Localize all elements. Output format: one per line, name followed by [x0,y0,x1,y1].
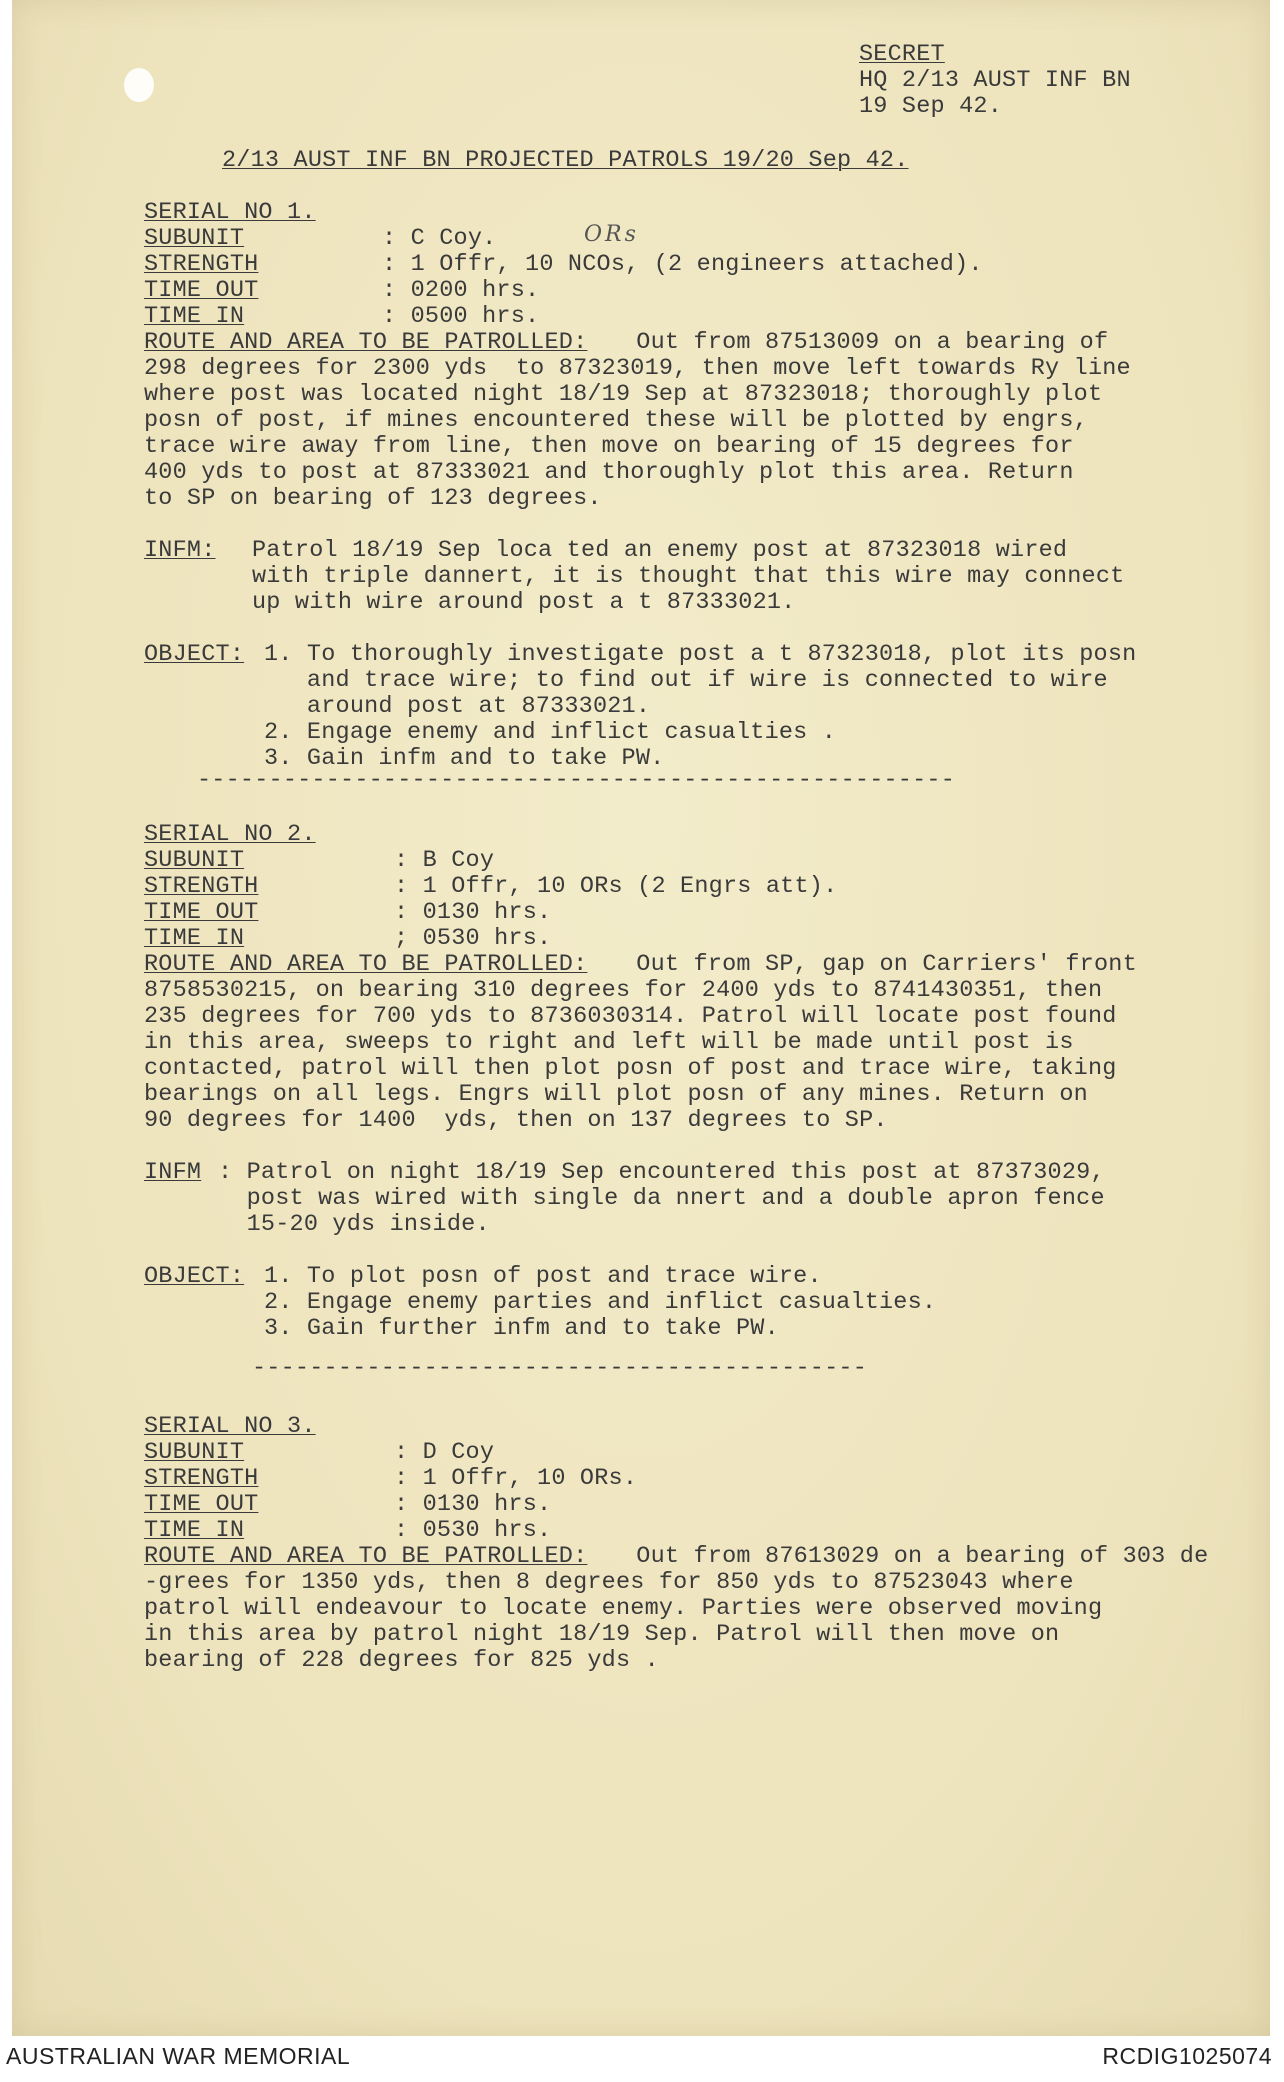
serial3-subunit-label: SUBUNIT [144,1439,245,1466]
serial2-route-line: 8758530215, on bearing 310 degrees for 2400 yds to 8741430351, then [144,977,1103,1004]
serial1-object-line: around post at 87333021. [264,693,651,720]
serial1-object-line: 3. Gain infm and to take PW. [264,745,665,772]
serial2-route-line: in this area, sweeps to right and left will be made until post is [144,1029,1074,1056]
serial3-route-line: -grees for 1350 yds, then 8 degrees for 850 yds to 87523043 where [144,1569,1074,1596]
serial1-infm-line: up with wire around post a t 87333021. [252,589,796,616]
serial3-route-line: patrol will endeavour to locate enemy. Parties were observed moving [144,1595,1103,1622]
serial1-infm-label: INFM: [144,537,216,564]
serial3-strength-label: STRENGTH [144,1465,259,1492]
serial2-subunit-label: SUBUNIT [144,847,245,874]
serial2-object-line: 1. To plot posn of post and trace wire. [264,1263,822,1290]
footer-record-id: RCDIG1025074 [1102,2043,1272,2069]
serial1-route-line: where post was located night 18/19 Sep at 87323018; thoroughly plot [144,381,1103,408]
serial1-object-line: 1. To thoroughly investigate post a t 87323018, plot its posn [264,641,1137,668]
serial2-timein-label: TIME IN [144,925,245,952]
serial3-timein-label: TIME IN [144,1517,245,1544]
serial1-route-line: 298 degrees for 2300 yds to 87323019, then move left towards Ry line [144,355,1131,382]
serial1-timeout-value: : 0200 hrs. [382,277,540,304]
serial2-infm-line: : Patrol on night 18/19 Sep encountered this post at 87373029, [218,1159,1105,1186]
serial3-route-line: in this area by patrol night 18/19 Sep. Patrol will then move on [144,1621,1060,1648]
serial1-route-line: Out from 87513009 on a bearing of [622,329,1109,356]
serial1-object-line: 2. Engage enemy and inflict casualties . [264,719,837,746]
serial2-object-label: OBJECT: [144,1263,245,1290]
document-title: 2/13 AUST INF BN PROJECTED PATROLS 19/20 Sep 42. [222,147,909,174]
serial2-route-line: bearings on all legs. Engrs will plot posn of any mines. Return on [144,1081,1088,1108]
serial1-subunit-label: SUBUNIT [144,225,245,252]
serial1-infm-line: Patrol 18/19 Sep loca ted an enemy post at 87323018 wired [252,537,1068,564]
serial2-strength-value: : 1 Offr, 10 ORs (2 Engrs att). [394,873,838,900]
handwritten-correction: ORs [584,222,639,247]
serial2-route-label: ROUTE AND AREA TO BE PATROLLED: [144,951,588,978]
serial1-route-label: ROUTE AND AREA TO BE PATROLLED: [144,329,588,356]
serial1-heading: SERIAL NO 1. [144,199,316,226]
serial2-subunit-value: : B Coy [394,847,495,874]
document-page [12,0,1270,2036]
serial2-object-line: 3. Gain further infm and to take PW. [264,1315,779,1342]
serial2-route-line: 235 degrees for 700 yds to 8736030314. Patrol will locate post found [144,1003,1117,1030]
serial1-timein-label: TIME IN [144,303,245,330]
serial1-route-line: trace wire away from line, then move on bearing of 15 degrees for [144,433,1074,460]
serial1-timeout-label: TIME OUT [144,277,259,304]
serial3-timein-value: : 0530 hrs. [394,1517,552,1544]
serial1-strength-value: : 1 Offr, 10 NCOs, (2 engineers attached). [382,251,983,278]
serial2-route-line: 90 degrees for 1400 yds, then on 137 degrees to SP. [144,1107,888,1134]
serial2-divider: ------------------------------------------- [252,1355,867,1382]
serial3-heading: SERIAL NO 3. [144,1413,316,1440]
serial2-infm-line: post was wired with single da nnert and a double apron fence [218,1185,1105,1212]
serial3-route-line: Out from 87613029 on a bearing of 303 de [622,1543,1209,1570]
serial2-timein-value: ; 0530 hrs. [394,925,552,952]
document-date: 19 Sep 42. [859,93,1003,120]
serial1-subunit-value: : C Coy. [382,225,497,252]
serial3-route-label: ROUTE AND AREA TO BE PATROLLED: [144,1543,588,1570]
unit-header: HQ 2/13 AUST INF BN [859,67,1131,94]
classification-mark: SECRET [859,41,945,68]
serial3-subunit-value: : D Coy [394,1439,495,1466]
serial2-infm-label: INFM [144,1159,202,1186]
serial2-heading: SERIAL NO 2. [144,821,316,848]
serial1-object-line: and trace wire; to find out if wire is connected to wire [264,667,1108,694]
serial1-strength-label: STRENGTH [144,251,259,278]
serial3-timeout-label: TIME OUT [144,1491,259,1518]
footer-archive-name: AUSTRALIAN WAR MEMORIAL [6,2043,351,2069]
serial2-object-line: 2. Engage enemy parties and inflict casualties. [264,1289,937,1316]
serial1-timein-value: : 0500 hrs. [382,303,540,330]
serial1-route-line: posn of post, if mines encountered these will be plotted by engrs, [144,407,1088,434]
serial2-strength-label: STRENGTH [144,873,259,900]
serial2-timeout-value: : 0130 hrs. [394,899,552,926]
serial1-route-line: to SP on bearing of 123 degrees. [144,485,602,512]
serial3-strength-value: : 1 Offr, 10 ORs. [394,1465,638,1492]
serial2-infm-line: 15-20 yds inside. [218,1211,490,1238]
serial2-route-line: contacted, patrol will then plot posn of post and trace wire, taking [144,1055,1117,1082]
serial2-timeout-label: TIME OUT [144,899,259,926]
serial1-route-line: 400 yds to post at 87333021 and thoroughly plot this area. Return [144,459,1074,486]
serial3-timeout-value: : 0130 hrs. [394,1491,552,1518]
serial3-route-line: bearing of 228 degrees for 825 yds . [144,1647,659,1674]
serial1-divider: ----------------------------------------------------- [197,767,956,794]
serial2-route-line: Out from SP, gap on Carriers' front [622,951,1137,978]
punch-hole [124,68,154,102]
serial1-infm-line: with triple dannert, it is thought that this wire may connect [252,563,1125,590]
serial1-object-label: OBJECT: [144,641,245,668]
